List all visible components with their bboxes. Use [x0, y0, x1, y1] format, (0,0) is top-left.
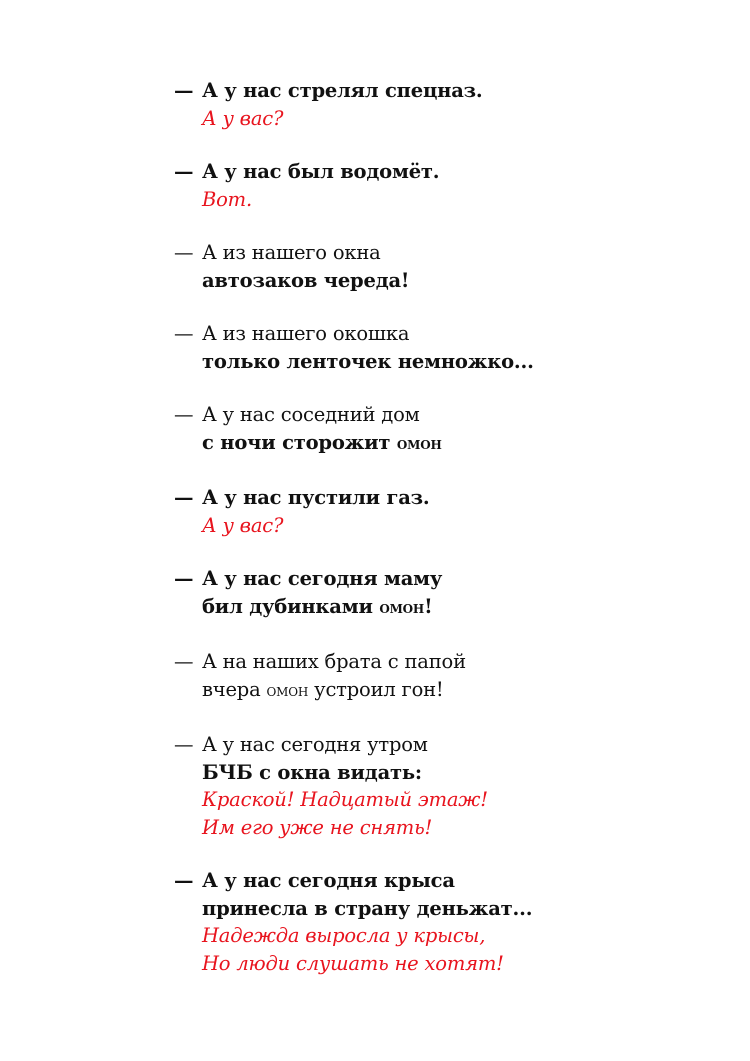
line-text: А у нас сегодня маму	[202, 567, 443, 590]
poem	[174, 77, 694, 1003]
stanza	[174, 648, 694, 705]
poem-line	[174, 239, 694, 267]
poem-line	[174, 676, 694, 706]
poem-line	[174, 484, 694, 512]
em-dash: —	[174, 79, 194, 102]
poem-line	[174, 267, 694, 295]
poem-line-accent	[174, 950, 694, 978]
poem-line	[174, 648, 694, 676]
poem-line	[174, 731, 694, 759]
poem-line-accent	[174, 786, 694, 814]
line-text-after: !	[424, 594, 433, 618]
line-text: с ночи сторожит	[202, 430, 391, 454]
line-text: Вот.	[202, 187, 252, 211]
stanza	[174, 239, 694, 294]
em-dash: —	[174, 567, 194, 590]
poem-line-accent	[174, 814, 694, 842]
poem-line	[174, 895, 694, 923]
line-text: А у нас пустили газ.	[202, 486, 430, 509]
line-text-after: устроил гон!	[314, 677, 444, 701]
line-text: А из нашего окна	[202, 241, 381, 264]
stanza	[174, 731, 694, 841]
stanza	[174, 867, 694, 977]
line-text: бил дубинками	[202, 594, 373, 618]
line-text: А из нашего окошка	[202, 322, 410, 345]
stanza	[174, 484, 694, 539]
line-text: Краской! Надцатый этаж!	[202, 788, 488, 811]
line-text: А на наших брата с папой	[202, 650, 466, 673]
stanza	[174, 320, 694, 375]
line-text: Им его уже не снять!	[202, 815, 433, 839]
poem-line	[174, 759, 694, 787]
line-text: А у нас соседний дом	[202, 403, 420, 426]
poem-line	[174, 593, 694, 623]
em-dash: —	[174, 160, 194, 183]
line-text: А у нас сегодня крыса	[202, 869, 455, 892]
stanza	[174, 158, 694, 213]
em-dash: —	[174, 733, 194, 756]
line-text: принесла в страну деньжат...	[202, 896, 533, 920]
em-dash: —	[174, 869, 194, 892]
line-text: А у вас?	[202, 106, 284, 130]
em-dash: —	[174, 322, 194, 345]
em-dash: —	[174, 403, 194, 426]
smallcaps-word: омон	[266, 680, 309, 701]
line-text: автозаков череда!	[202, 268, 410, 292]
poem-line	[174, 867, 694, 895]
poem-line-accent	[174, 186, 694, 214]
poem-line	[174, 429, 694, 459]
poem-line-accent	[174, 105, 694, 133]
em-dash: —	[174, 241, 194, 264]
poem-line	[174, 158, 694, 186]
line-text: Но люди слушать не хотят!	[202, 951, 504, 975]
line-text: Надежда выросла у крысы,	[202, 924, 486, 947]
line-text: А у нас сегодня утром	[202, 733, 428, 756]
line-text: А у нас стрелял спецназ.	[202, 79, 483, 102]
stanza	[174, 77, 694, 132]
smallcaps-word: омон	[396, 433, 442, 454]
poem-line	[174, 401, 694, 429]
poem-line	[174, 320, 694, 348]
em-dash: —	[174, 486, 194, 509]
poem-line	[174, 348, 694, 376]
line-text: БЧБ с окна видать:	[202, 760, 422, 784]
stanza	[174, 401, 694, 458]
em-dash: —	[174, 650, 194, 673]
poem-line	[174, 77, 694, 105]
line-text: вчера	[202, 677, 261, 701]
poem-line-accent	[174, 512, 694, 540]
poem-line	[174, 565, 694, 593]
line-text: А у нас был водомёт.	[202, 160, 440, 183]
stanza	[174, 565, 694, 622]
poem-line-accent	[174, 922, 694, 950]
line-text: А у вас?	[202, 513, 284, 537]
line-text: только ленточек немножко...	[202, 349, 534, 373]
smallcaps-word: омон	[379, 597, 425, 618]
